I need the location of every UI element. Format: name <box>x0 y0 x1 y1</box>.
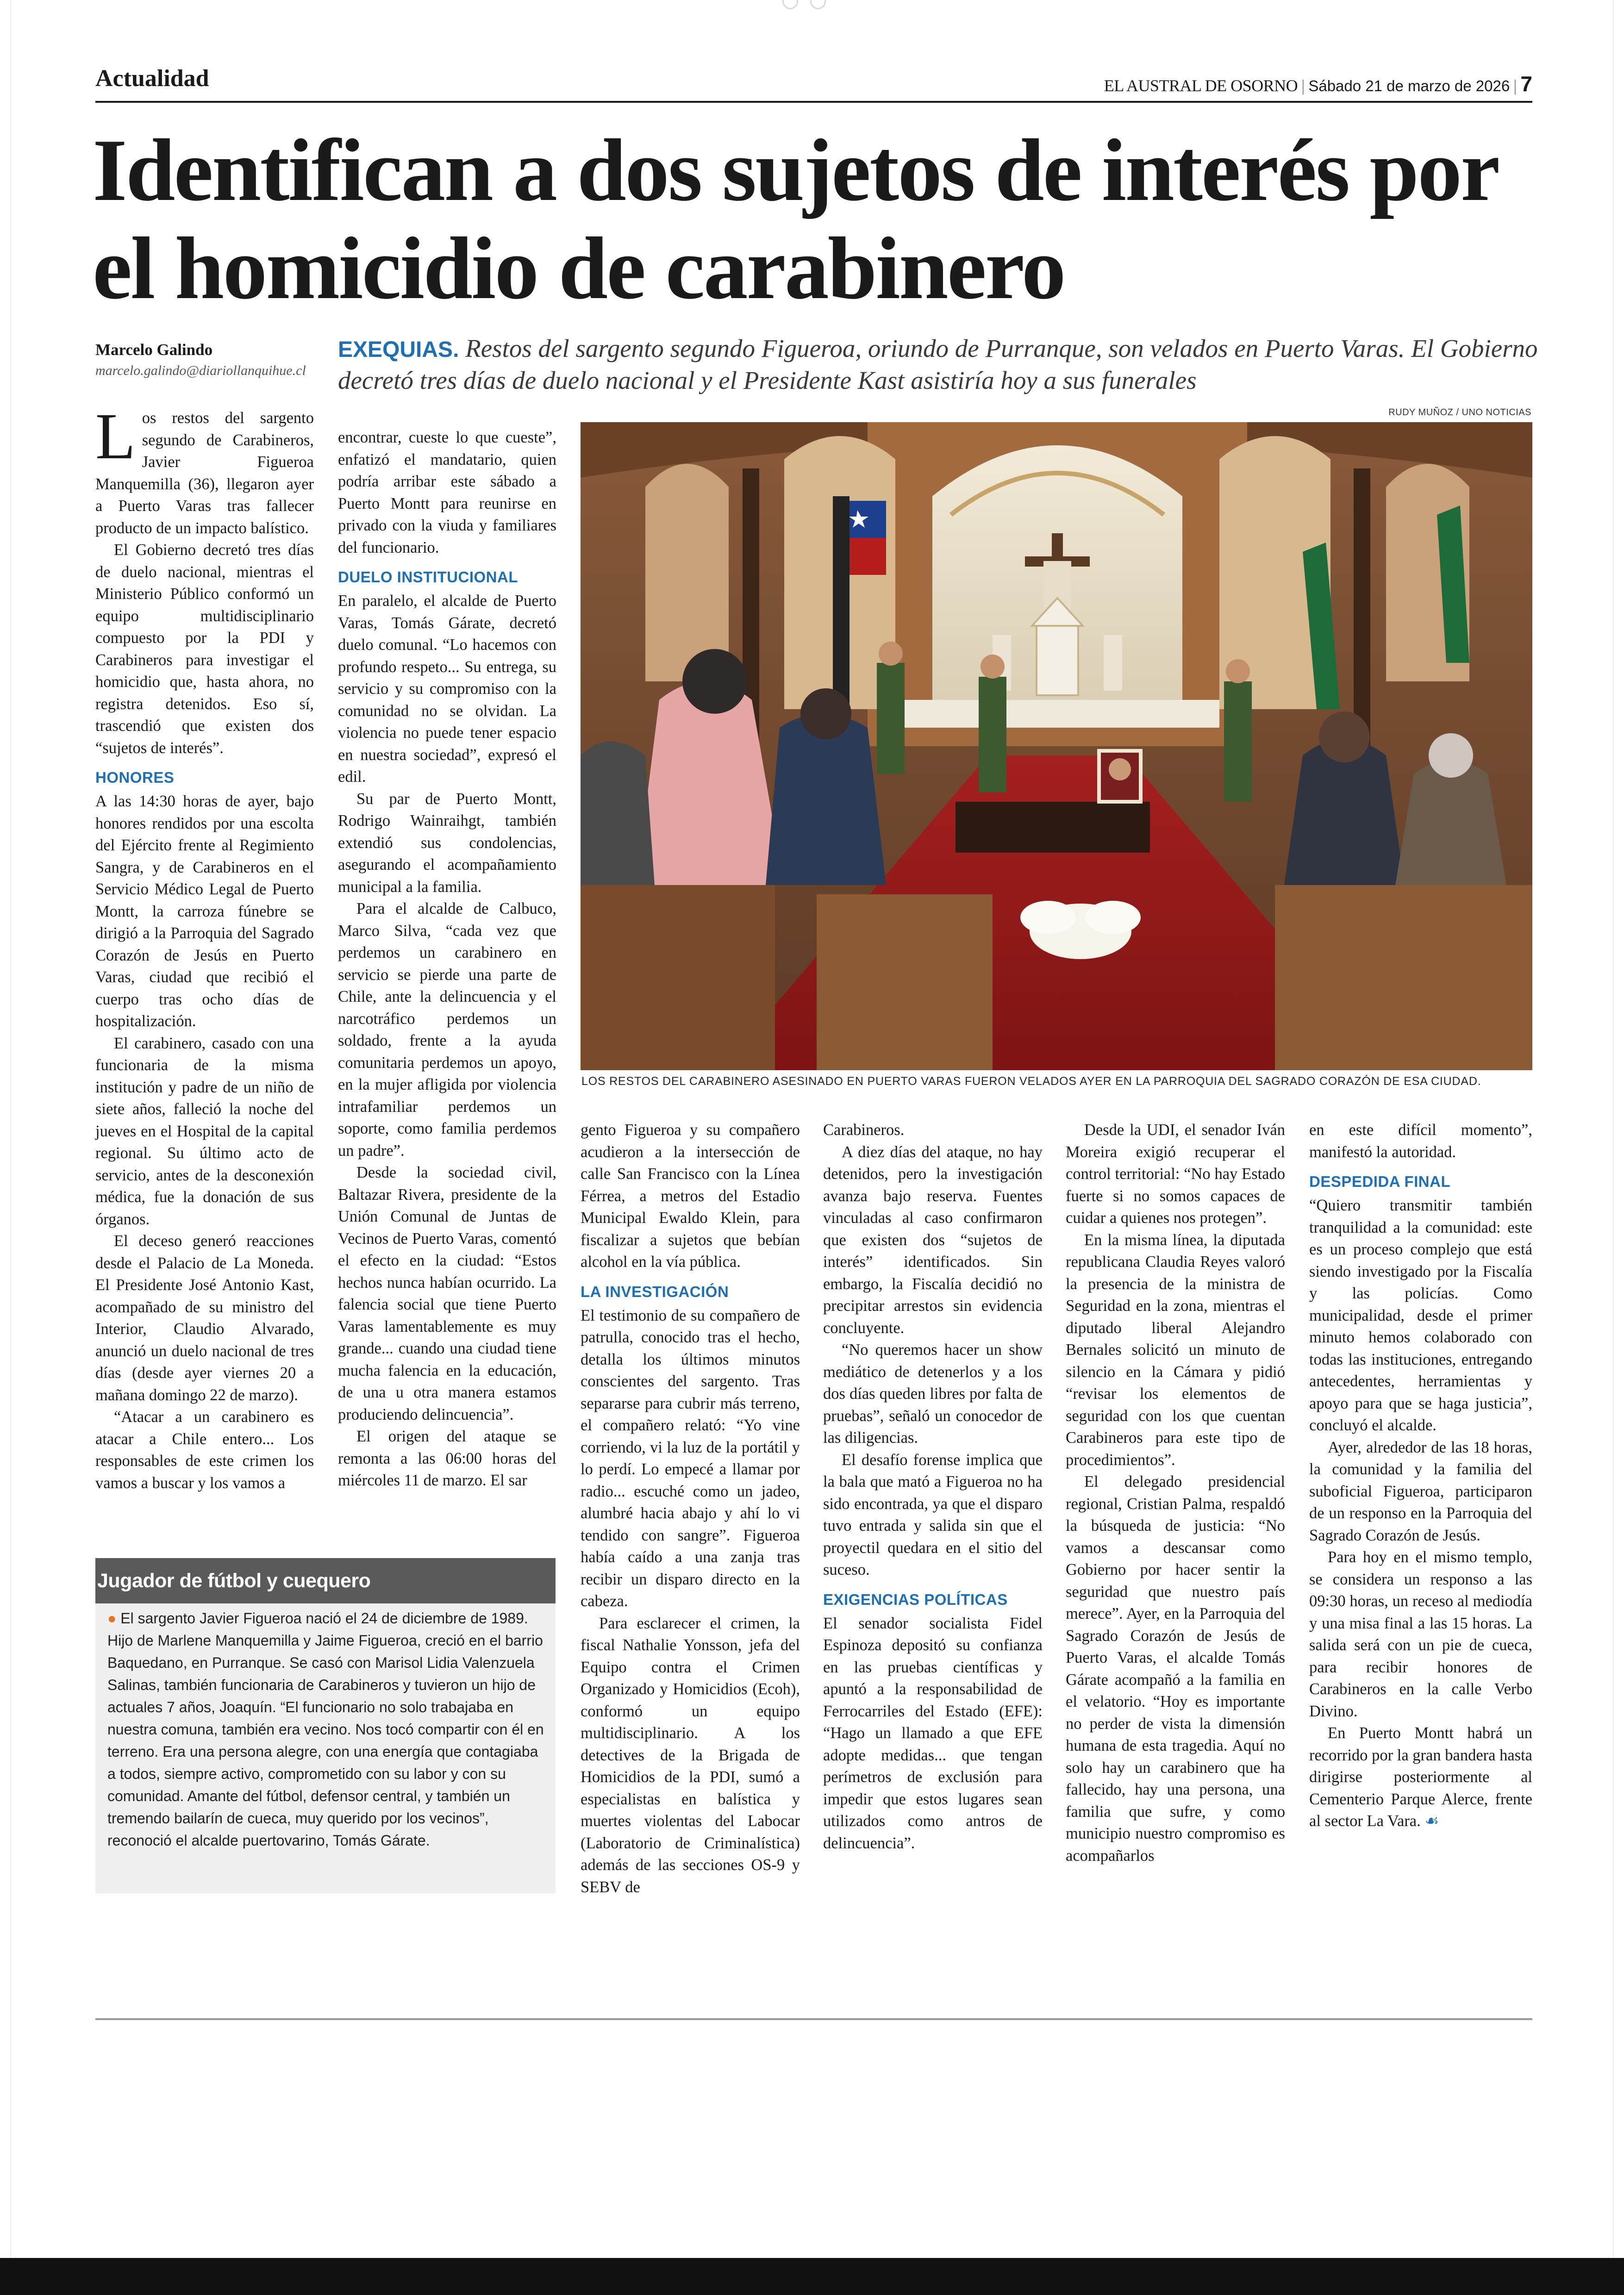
paragraph: gento Figueroa y su compañero acudieron a la intersección de calle San Francisco con la Línea Férrea, a metros del Estadio Municipal Ewaldo Klein, para fiscalizar a sujetos que bebían alcohol en la vía pública. <box>581 1121 800 1271</box>
paragraph: El origen del ataque se remonta a las 06:00 horas del miércoles 11 de marzo. El sar <box>338 1428 556 1489</box>
subhead-duelo-institucional: DUELO INSTITUCIONAL <box>338 568 518 586</box>
paragraph: A las 14:30 horas de ayer, bajo honores rendidos por una escolta del Ejército frente al Regimiento Sangra, y de Carabineros en el Servicio Médico Legal de Puerto Montt, la carroza fúnebre se dirigió a la Parroquia del Sagrado Corazón de Jesús en Puerto Varas, ciudad que recibió el cuerpo tras ocho días de hospitalización. <box>95 792 314 1030</box>
sidebar-text: El sargento Javier Figueroa nació el 24 de diciembre de 1989. Hijo de Marlene Manquemilla y Jaime Figueroa, creció en el barrio Baquedano, en Purranque. Se casó con Marisol Lidia Valenzuela Salinas, también funcionaria de Carabineros y tuvieron un hijo de actuales 7 años, Joaquín. “El funcionario no solo trabajaba en nuestra comuna, también era vecino. Nos tocó compartir con él en terreno. Era una persona alegre, con una energía que contagiaba a todos, siempre activo, comprometido con su labor y con su comunidad. Amante del fútbol, defensor central, y también un tremendo bailarín de cueca, muy querido por los vecinos”, reconoció el alcalde puertovarino, Tomás Gárate. <box>107 1610 544 1849</box>
sidebar-title: Jugador de fútbol y cuequero <box>95 1558 556 1603</box>
article-column-5 <box>1066 1119 1285 1867</box>
paragraph: “Atacar a un carabinero es atacar a Chile entero... Los responsables de este crimen los vamos a buscar y los vamos a <box>95 1408 314 1492</box>
paragraph: A diez días del ataque, no hay detenidos, pero la investigación avanza bajo reserva. Fuentes vinculadas al caso confirmaron que existen dos “sujetos de interés” identificados. Sin embargo, la Fiscalía decidió no precipitar arrestos sin evidencia concluyente. <box>823 1143 1043 1337</box>
folio-separator: | <box>1301 76 1305 95</box>
subhead-exigencias-politicas: EXIGENCIAS POLÍTICAS <box>823 1590 1008 1608</box>
paragraph: En la misma línea, la diputada republicana Claudia Reyes valoró la presencia de la ministra de Seguridad en la zona, mientras el diputado liberal Alejandro Bernales solicitó un minuto de silencio en la Cámara y pidió “revisar los elementos de seguridad con los que cuentan Carabineros para este tipo de procedimientos”. <box>1066 1231 1285 1469</box>
headline: Identifican a dos sujetos de interés por el homicidio de carabinero <box>93 121 1497 318</box>
deck-kicker: EXEQUIAS. <box>338 337 459 362</box>
photo-credit: RUDY MUÑOZ / UNO NOTICIAS <box>1388 407 1531 418</box>
paragraph: en este difícil momento”, manifestó la autoridad. <box>1309 1121 1532 1161</box>
end-mark: ☙ <box>1424 1812 1439 1830</box>
paragraph: Para esclarecer el crimen, la fiscal Nathalie Yonsson, jefa del Equipo contra el Crimen Organizado y Homicidios (Ecoh), conformó un equipo multidisciplinario. A los detectives de la Brigada de Homicidios de la PDI, sumó a especialistas en balística y muertes violentas del Labocar (Laboratorio de Criminalística) además de las secciones OS-9 y SEBV de <box>581 1614 800 1896</box>
lead-paragraph <box>95 399 314 539</box>
page-number: 7 <box>1520 72 1532 96</box>
paragraph: El testimonio de su compañero de patrulla, conocido tras el hecho, detalla los últimos minutos conscientes del sargento. Tras separarse para cubrir más terreno, el compañero relató: “Yo vine corriendo, vi la luz de la portátil y lo perdí. Lo empecé a llamar por radio... escuché como un jadeo, alumbré hacia abajo y ahí lo vi tendido con sangre”. Figueroa había caído a una zanja tras recibir un disparo directo en la cabeza. <box>581 1306 800 1610</box>
church-wake-photo <box>581 422 1532 1070</box>
deck <box>338 333 1551 396</box>
photo-caption: LOS RESTOS DEL CARABINERO ASESINADO EN PUERTO VARAS FUERON VELADOS AYER EN LA PARROQUIA DEL SAGRADO CORAZÓN DE ESA CIUDAD. <box>581 1075 1481 1088</box>
bullet-icon: ● <box>107 1610 117 1627</box>
paragraph: “No queremos hacer un show mediático de detenerlos y a los dos días queden libres por falta de pruebas”, señaló un conocedor de las diligencias. <box>823 1341 1043 1447</box>
page-edge-right <box>1613 0 1614 2258</box>
paragraph: El senador socialista Fidel Espinoza depositó su confianza en las pruebas científicas y apuntó a la responsabilidad de Ferrocarriles del Estado (EFE): “Hago un llamado a que EFE adopte medidas... que tengan perímetros de exclusión para impedir que estos lugares sean utilizados como antros de delincuencia”. <box>823 1614 1043 1852</box>
paragraph-text: En Puerto Montt habrá un recorrido por la gran bandera hasta dirigirse posteriormente al Cementerio Parque Alerce, frente al sector La Vara. <box>1309 1724 1532 1830</box>
viewer-page-dots[interactable] <box>782 0 843 15</box>
paragraph: Su par de Puerto Montt, Rodrigo Wainraihgt, también extendió sus condolencias, asegurando el acompañamiento municipal a la familia. <box>338 790 556 896</box>
paragraph: Desde la UDI, el senador Iván Moreira exigió recuperar el control territorial: “No hay Estado fuerte si no somos capaces de cuidar a quienes nos protegen”. <box>1066 1121 1285 1227</box>
article-column-3 <box>581 1119 800 1898</box>
paragraph: Para hoy en el mismo templo, se considera un responso a las 09:30 horas, un receso al mediodía y una misa final a las 15 horas. La salida será con un pie de cueca, para recibir honores de Carabineros en la calle Verbo Divino. <box>1309 1548 1532 1720</box>
viewer-bottom-bar <box>0 2258 1624 2295</box>
footer-rule <box>95 2018 1532 2020</box>
subhead-honores: HONORES <box>95 769 175 786</box>
profile-sidebar-box <box>95 1558 556 1893</box>
folio <box>1104 71 1532 96</box>
paragraph: El carabinero, casado con una funcionaria de la misma institución y padre de un niño de siete años, falleció la noche del jueves en el Hospital de la capital regional. Su último acto de servicio, antes de la desconexión médica, fue la donación de sus órganos. <box>95 1034 314 1228</box>
paragraph: El Gobierno decretó tres días de duelo nacional, mientras el Ministerio Público conformó un equipo multidisciplinario compuesto por la PDI y Carabineros para investigar el homicidio que, hasta ahora, no registra detenidos. Eso sí, trascendió que existen dos “sujetos de interés”. <box>95 541 314 757</box>
paragraph: encontrar, cueste lo que cueste”, enfatizó el mandatario, quien podría arribar este sábado a Puerto Montt para reunirse en privado con la viuda y familiares del funcionario. <box>338 429 556 556</box>
subhead-despedida-final: DESPEDIDA FINAL <box>1309 1173 1451 1190</box>
photo-illustration <box>581 422 1532 1070</box>
article-column-1 <box>95 399 314 1494</box>
paragraph: Carabineros. <box>823 1121 905 1139</box>
dot-icon[interactable] <box>782 0 798 9</box>
dot-icon[interactable] <box>810 0 826 9</box>
page-edge-left <box>10 0 11 2258</box>
paragraph: El delegado presidencial regional, Cristian Palma, respaldó la búsqueda de justicia: “No vamos a descansar como Gobierno por hacer sentir la seguridad que nuestro país merece”. Ayer, en la Parroquia del Sagrado Corazón de Jesús de Puerto Varas, el alcalde Tomás Gárate acompañó a la familia en el velatorio. “Hoy es importante no perder de vista la dimensión humana de esta tragedia. Aquí no solo hay un carabinero que ha fallecido, hay una persona, una familia que sufre, y como municipio nuestro compromiso es acompañarlos <box>1066 1473 1285 1865</box>
paragraph: Ayer, alrededor de las 18 horas, la comunidad y la familia del suboficial Figueroa, participaron de un responso en la Parroquia del Sagrado Corazón de Jesús. <box>1309 1438 1532 1544</box>
paragraph: “Quiero transmitir también tranquilidad a la comunidad: este es un proceso complejo que está siendo investigado por la Fiscalía y las policías. Como municipalidad, desde el primer minuto hemos colaborado con todas las instituciones, entregando antecedentes, herramientas y apoyo para que se haga justicia”, concluyó el alcalde. <box>1309 1197 1532 1434</box>
header-rule <box>95 101 1532 103</box>
paragraph: En paralelo, el alcalde de Puerto Varas, Tomás Gárate, decretó duelo comunal. “Lo hacemos con profundo respeto... Su entrega, su servicio y su compromiso con la comunidad no se olvidan. La violencia no puede tener espacio en nuestra sociedad”, expresó el edil. <box>338 592 556 786</box>
deck-text: Restos del sargento segundo Figueroa, oriundo de Purranque, son velados en Puerto Varas. El Gobierno decretó tres días de duelo nacional y el Presidente Kast asistiría hoy a sus funerales <box>338 334 1538 394</box>
paragraph: El desafío forense implica que la bala que mató a Figueroa no ha sido encontrada, ya que el disparo tuvo entrada y salida sin que el proyectil quedara en el sitio del suceso. <box>823 1451 1043 1578</box>
paragraph-text: os restos del sargento segundo de Carabineros, Javier Figueroa Manquemilla (36), llegaron ayer a Puerto Varas tras fallecer producto de un impacto balístico. <box>95 409 314 537</box>
issue-date: Sábado 21 de marzo de 2026 <box>1308 77 1510 94</box>
article-column-2 <box>338 427 556 1492</box>
newspaper-name: EL AUSTRAL DE OSORNO <box>1104 76 1298 95</box>
subhead-la-investigacion: LA INVESTIGACIÓN <box>581 1283 729 1300</box>
folio-separator: | <box>1513 76 1517 95</box>
author-email: marcelo.galindo@diariollanquihue.cl <box>95 363 306 378</box>
paragraph: Para el alcalde de Calbuco, Marco Silva, “cada vez que perdemos un carabinero en servicio se pierde una parte de Chile, ante la delincuencia y el narcotráfico perdemos un soldado, frente a la ayuda comunitaria perdemos un apoyo, en la mujer afligida por violencia intrafamiliar perdemos un soporte, como familia perdemos un padre”. <box>338 900 556 1160</box>
article-column-6 <box>1309 1119 1532 1833</box>
drop-cap: L <box>95 399 136 473</box>
article-column-4 <box>823 1119 1043 1854</box>
paragraph: El deceso generó reacciones desde el Palacio de La Moneda. El Presidente José Antonio Kast, acompañado de su ministro del Interior, Claudio Alvarado, anunció un duelo nacional de tres días (desde ayer viernes 20 a mañana domingo 22 de marzo). <box>95 1232 314 1404</box>
sidebar-body <box>107 1607 544 1852</box>
paragraph <box>1309 1722 1532 1833</box>
section-label: Actualidad <box>95 65 209 92</box>
paragraph: Desde la sociedad civil, Baltazar Rivera, presidente de la Unión Comunal de Juntas de Vecinos de Puerto Varas, comentó el efecto en la ciudad: “Estos hechos nunca habían ocurrido. La falencia social que tiene Puerto Varas lamentablemente es muy grande... cuando una ciudad tiene mucha falencia en la educación, de una u otra manera estamos produciendo delincuencia”. <box>338 1164 556 1423</box>
author-name: Marcelo Galindo <box>95 341 213 359</box>
